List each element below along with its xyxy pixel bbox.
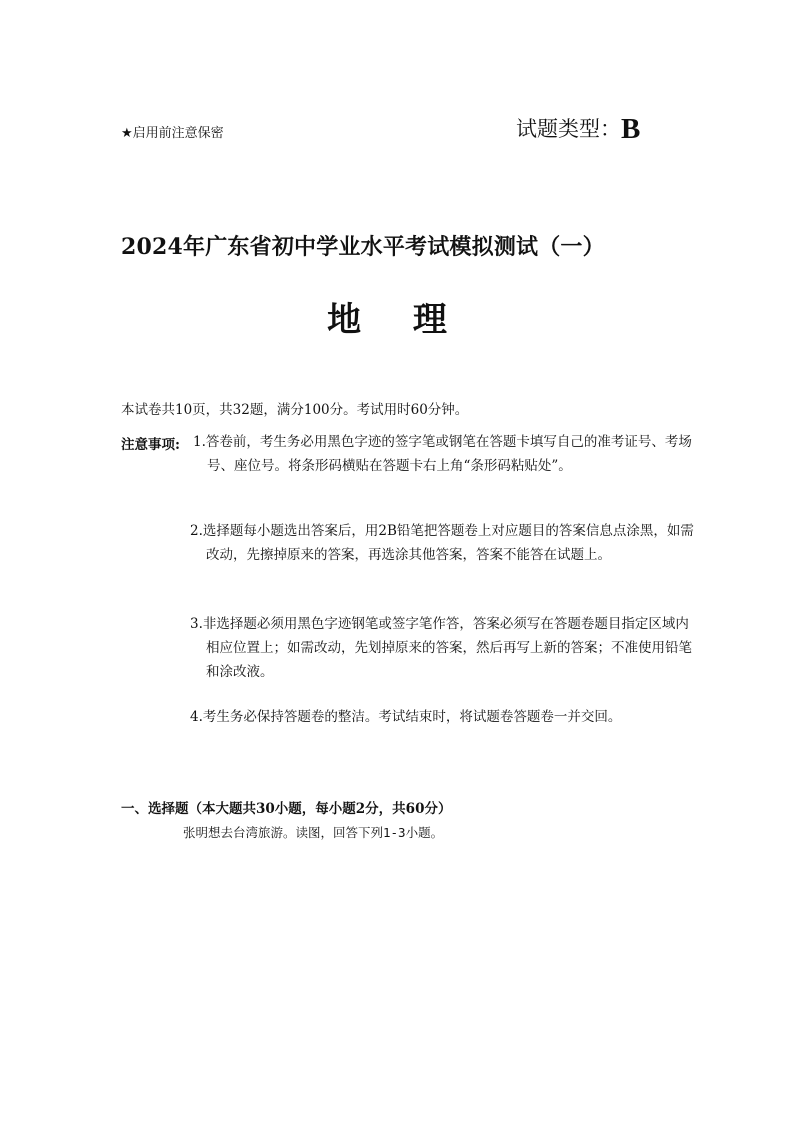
notice-item-text: 考生务必保持答题卷的整洁。考试结束时，将试题卷答题卷一并交回。 xyxy=(202,709,622,725)
notice-item-text: 选择题每小题选出答案后，用2B铅笔把答题卷上对应题目的答案信息点涂黑，如需改动，先擦掉原来的答案，再选涂其他答案，答案不能答在试题上。 xyxy=(202,523,694,563)
notice-item-1 xyxy=(193,430,692,478)
notice-item-2 xyxy=(190,519,694,567)
notice-item-text: 非选择题必须用黑色字迹钢笔或签字笔作答，答案必须写在答题卷题目指定区域内相应位置上；如需改动，先划掉原来的答案，然后再写上新的答案；不准使用铅笔和涂改液。 xyxy=(202,616,692,680)
notice-item-4 xyxy=(190,705,694,729)
notice-item-number: 4. xyxy=(190,709,203,725)
notice-item-text: 答卷前，考生务必用黑色字迹的签字笔或钢笔在答题卡填写自己的准考证号、考场号、座位号。将条形码横贴在答题卡右上角“条形码粘贴处”。 xyxy=(205,434,692,474)
section-heading: 一、选择题（本大题共30小题，每小题2分，共60分） xyxy=(121,801,452,817)
question-intro: 张明想去台湾旅游。读图，回答下列1-3小题。 xyxy=(183,825,444,840)
exam-overview: 本试卷共10页，共32题，满分100分。考试用时60分钟。 xyxy=(121,402,469,418)
notice-item-number: 3. xyxy=(190,616,203,632)
confidential-notice: ★启用前注意保密 xyxy=(121,126,224,141)
paper-type-label: 试题类型： xyxy=(516,117,621,141)
notice-item-3 xyxy=(190,612,694,684)
notice-item-number: 2. xyxy=(190,523,203,539)
exam-title: 2024年广东省初中学业水平考试模拟测试（一） xyxy=(121,234,605,260)
paper-type-value: B xyxy=(621,113,641,145)
subject-title: 地 理 xyxy=(327,300,467,340)
notice-item-number: 1. xyxy=(193,434,206,450)
paper-type xyxy=(516,113,640,146)
notice-label: 注意事项: xyxy=(121,437,180,453)
